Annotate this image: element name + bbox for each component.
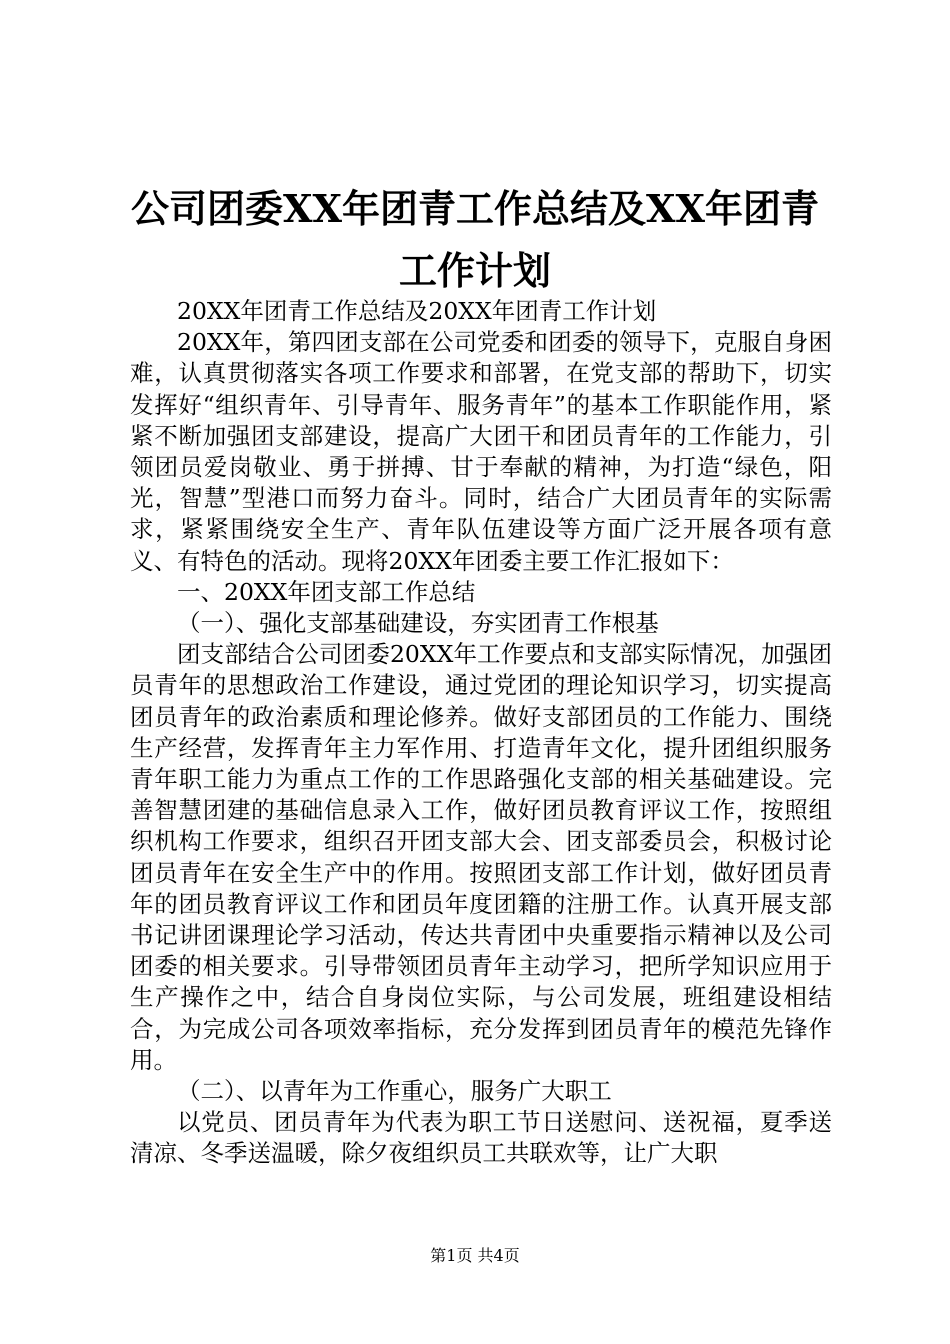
subsection-heading-1: （一）、强化支部基础建设，夯实团青工作根基 xyxy=(177,609,659,638)
paragraph-subsection-2: 以党员、团员青年为代表为职工节日送慰问、送祝福，夏季送清凉、冬季送温暖，除夕夜组织员工共联欢等，让广大职 xyxy=(130,1108,832,1168)
paragraph-subsection-1: 团支部结合公司团委20XX年工作要点和支部实际情况，加强团员青年的思想政治工作建设，通过党团的理论知识学习，切实提高团员青年的政治素质和理论修养。做好支部团员的工作能力、围绕生产经营，发挥青年主力军作用、打造青年文化，提升团组织服务青年职工能力为重点工作的工作思路强化支部的相关基础建设。完善智慧团建的基础信息录入工作，做好团员教育评议工作，按照组织机构工作要求，组织召开团支部大会、团支部委员会，积极讨论团员青年在安全生产中的作用。按照团支部工作计划，做好团员青年的团员教育评议工作和团员年度团籍的注册工作。认真开展支部书记讲团课理论学习活动，传达共青团中央重要指示精神以及公司团委的相关要求。引导带领团员青年主动学习，把所学知识应用于生产操作之中，结合自身岗位实际，与公司发展，班组建设相结合，为完成公司各项效率指标，充分发挥到团员青年的模范先锋作用。 xyxy=(130,640,832,1074)
paragraph-intro: 20XX年，第四团支部在公司党委和团委的领导下，克服自身困难，认真贯彻落实各项工作要求和部署，在党支部的帮助下，切实发挥好“组织青年、引导青年、服务青年”的基本工作职能作用，紧紧不断加强团支部建设，提高广大团干和团员青年的工作能力，引领团员爱岗敬业、勇于拼搏、甘于奉献的精神，为打造“绿色，阳光，智慧”型港口而努力奋斗。同时，结合广大团员青年的实际需求，紧紧围绕安全生产、青年队伍建设等方面广泛开展各项有意义、有特色的活动。现将20XX年团委主要工作汇报如下： xyxy=(130,328,832,575)
document-title: 公司团委XX年团青工作总结及XX年团青工作计划 xyxy=(131,186,819,293)
document-body xyxy=(130,296,832,1170)
section-heading-1: 一、20XX年团支部工作总结 xyxy=(177,577,476,606)
subsection-heading-2: （二）、以青年为工作重心，服务广大职工 xyxy=(177,1077,612,1106)
paragraph-subtitle: 20XX年团青工作总结及20XX年团青工作计划 xyxy=(177,297,657,325)
page-footer: 第1页 共4页 xyxy=(430,1246,520,1265)
